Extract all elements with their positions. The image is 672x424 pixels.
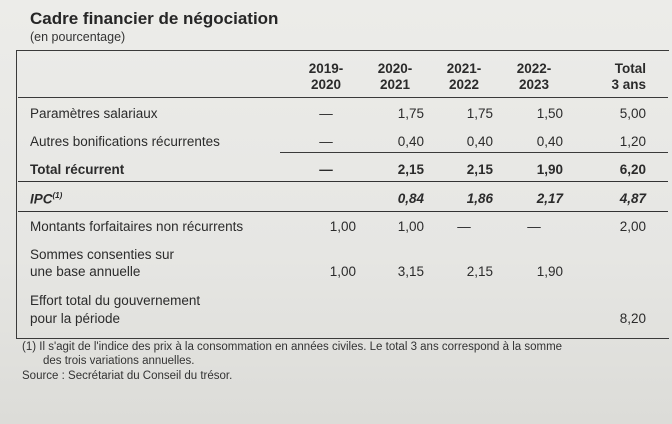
footnote-1: (1) Il s'agit de l'indice des prix à la consommation en années civiles. Le total 3 ans correspond à la somme bbox=[22, 341, 563, 353]
cell: 0,40 bbox=[536, 134, 563, 149]
cell: 1,75 bbox=[397, 106, 424, 121]
table-title: Cadre financier de négociation bbox=[30, 9, 279, 28]
row-label: Total récurrent bbox=[30, 162, 125, 177]
cell: — bbox=[527, 219, 541, 234]
cell: 2,15 bbox=[466, 162, 493, 177]
header-rule bbox=[18, 97, 668, 98]
cell: 1,00 bbox=[397, 219, 424, 234]
cell: — bbox=[319, 162, 333, 177]
row-label-line2: pour la période bbox=[30, 311, 121, 326]
cell: 1,90 bbox=[536, 264, 563, 279]
cell: 1,86 bbox=[466, 191, 493, 206]
cell: 0,84 bbox=[397, 191, 424, 206]
row-label: Autres bonifications récurrentes bbox=[30, 134, 220, 149]
header-total: Total 3 ans bbox=[611, 61, 646, 92]
cell: 2,15 bbox=[466, 264, 493, 279]
cell: — bbox=[319, 134, 333, 149]
cell: 1,00 bbox=[329, 264, 356, 279]
cell: 3,15 bbox=[397, 264, 424, 279]
cell: 0,40 bbox=[466, 134, 493, 149]
row-label-line1: Sommes consenties sur bbox=[30, 247, 175, 262]
cell: 6,20 bbox=[619, 162, 646, 177]
source-note: Source : Secrétariat du Conseil du trésor. bbox=[22, 370, 233, 382]
cell: 1,00 bbox=[329, 219, 356, 234]
cell: 2,00 bbox=[619, 219, 646, 234]
ipc-rule bbox=[18, 211, 668, 212]
cell: — bbox=[319, 106, 333, 121]
header-2019-2020: 2019- 2020 bbox=[308, 61, 344, 92]
footnote-1-cont: des trois variations annuelles. bbox=[43, 355, 195, 367]
header-2020-2021: 2020- 2021 bbox=[377, 61, 413, 92]
cell: 2,15 bbox=[397, 162, 424, 177]
row-label: Montants forfaitaires non récurrents bbox=[30, 219, 244, 234]
cell: 4,87 bbox=[619, 191, 646, 206]
header-2022-2023: 2022- 2023 bbox=[516, 61, 552, 92]
cell: 1,20 bbox=[619, 134, 646, 149]
total-rule bbox=[18, 181, 668, 182]
cell: 0,40 bbox=[397, 134, 424, 149]
table-subtitle: (en pourcentage) bbox=[30, 30, 126, 44]
row-label: Paramètres salariaux bbox=[30, 106, 158, 121]
row-label-line1: Effort total du gouvernement bbox=[30, 293, 201, 308]
cell: 1,75 bbox=[466, 106, 493, 121]
row-label: IPC$^{(1)}$ bbox=[30, 191, 63, 207]
row-label-line2: une base annuelle bbox=[30, 264, 141, 279]
cell: 1,50 bbox=[536, 106, 563, 121]
cell: 8,20 bbox=[619, 311, 646, 326]
cell: 1,90 bbox=[536, 162, 563, 177]
header-2021-2022: 2021- 2022 bbox=[446, 61, 482, 92]
cell: 2,17 bbox=[536, 191, 563, 206]
cell: — bbox=[457, 219, 471, 234]
cell: 5,00 bbox=[619, 106, 646, 121]
subtotal-rule bbox=[280, 152, 668, 153]
